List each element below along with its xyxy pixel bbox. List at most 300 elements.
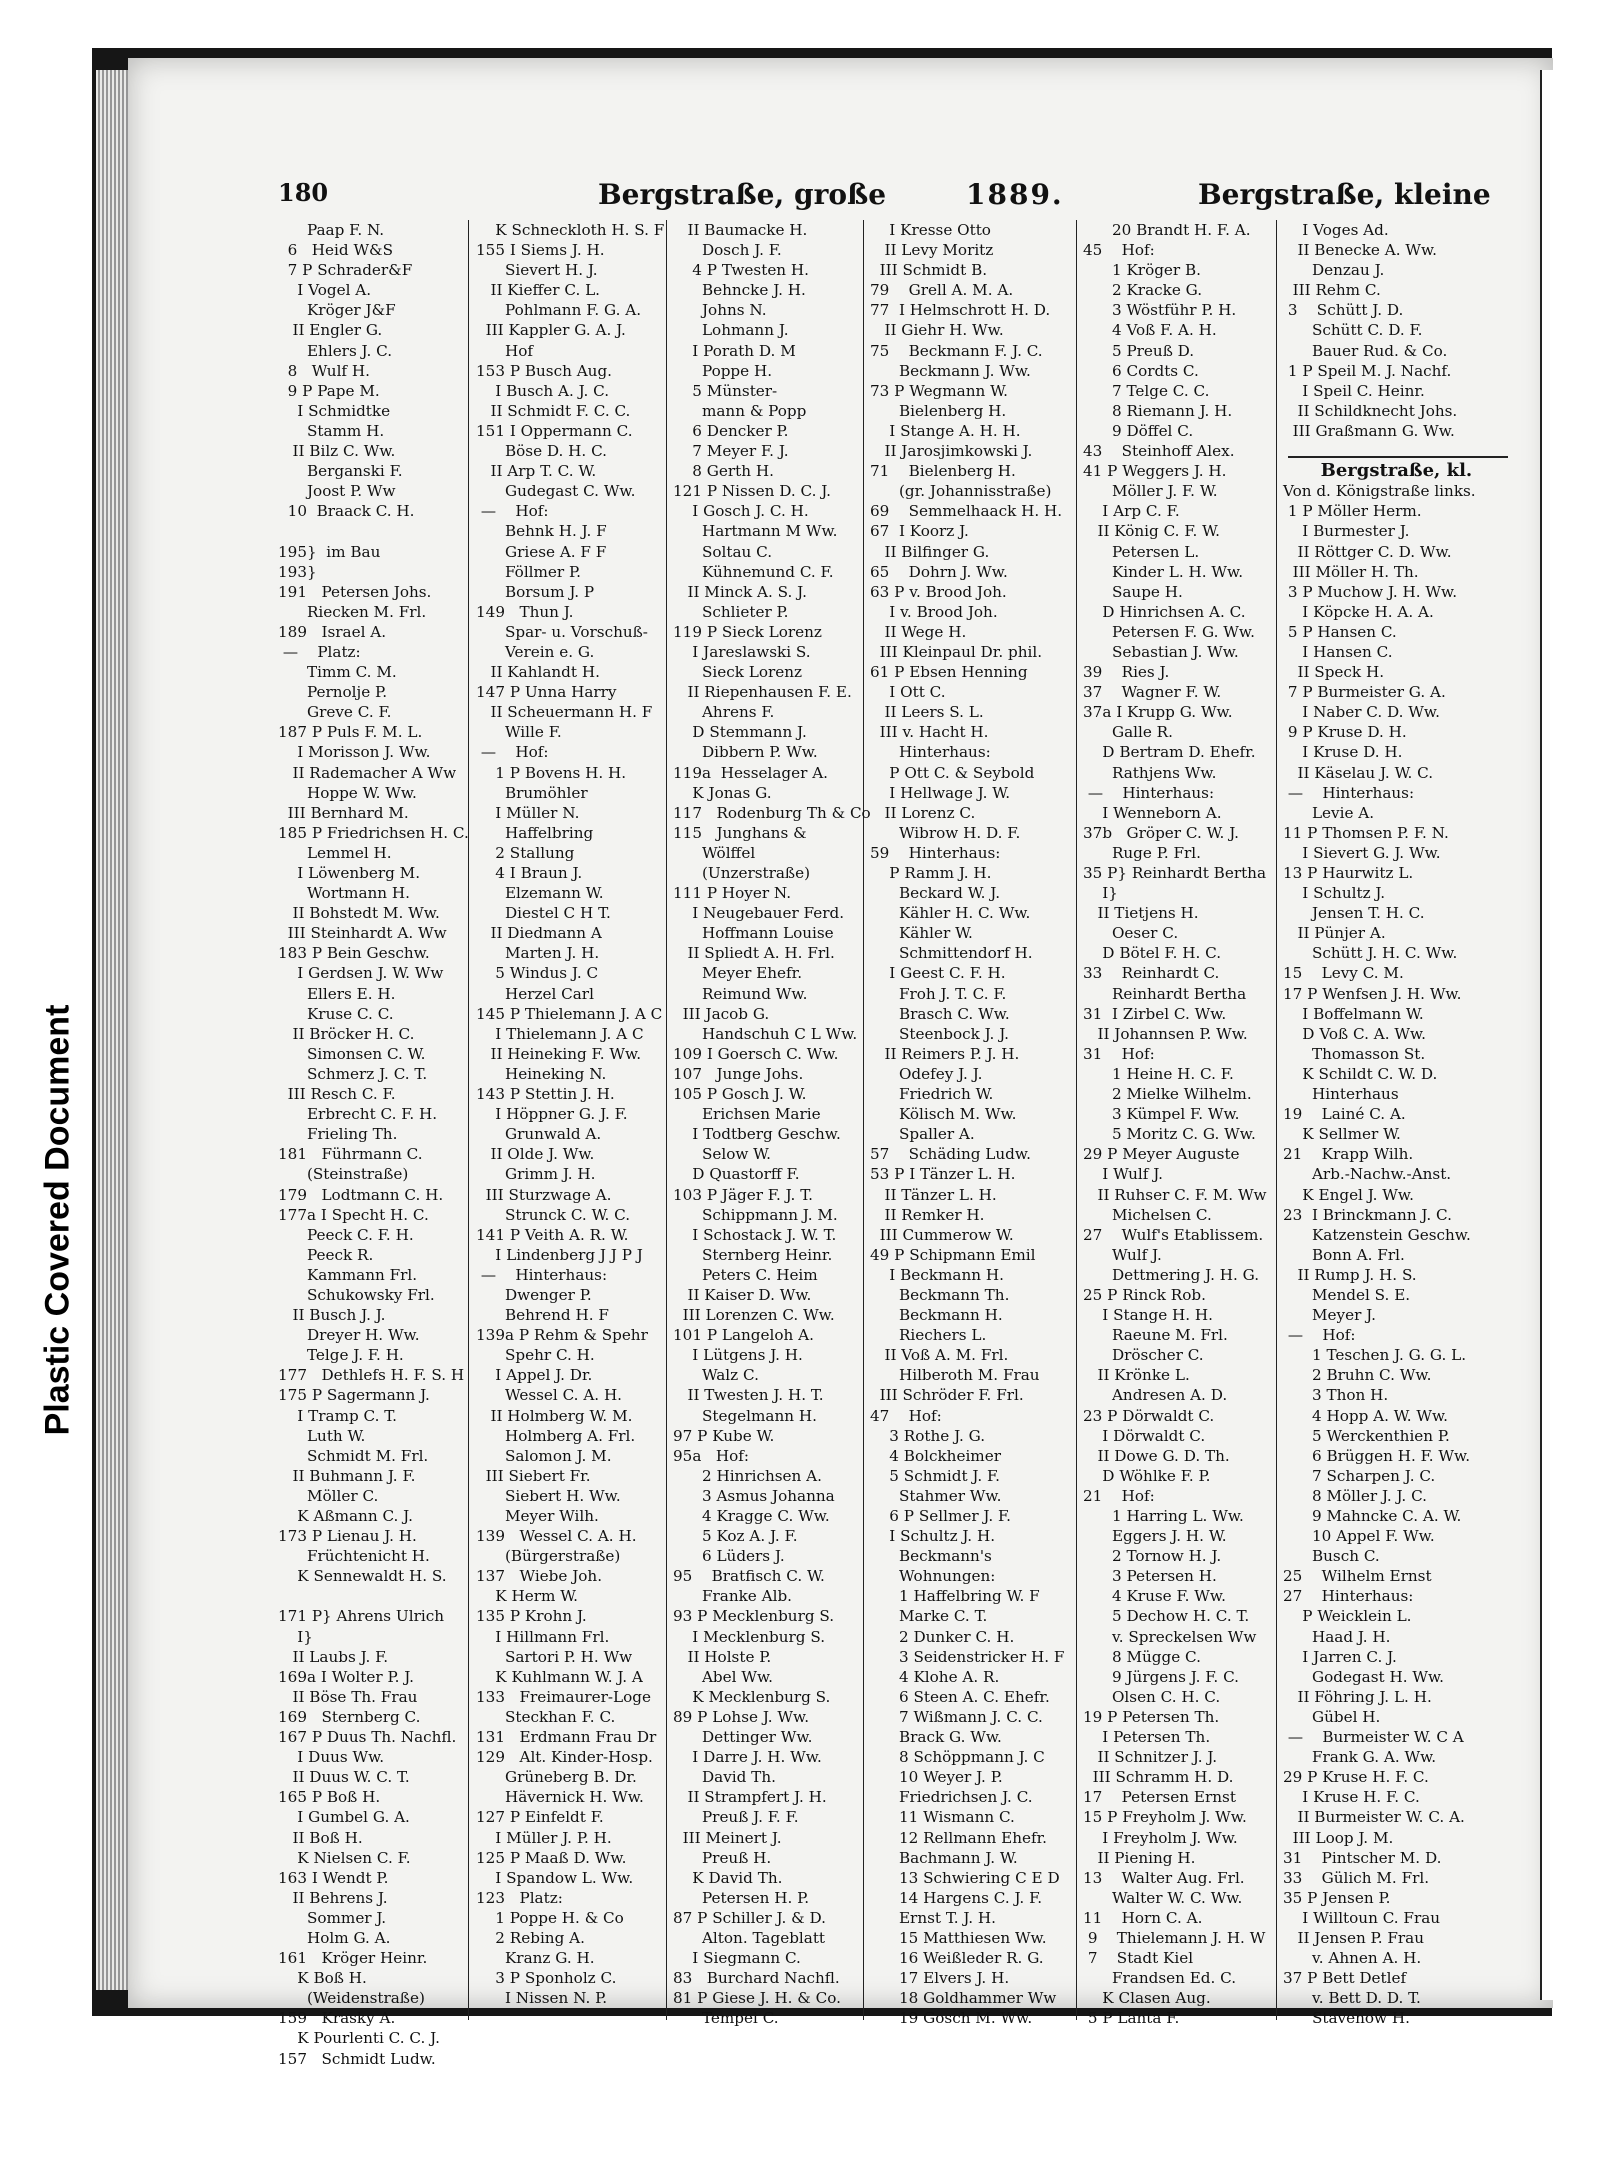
listing-entry: II Johannsen P. Ww. [1083,1024,1248,1043]
listing-entry: 149 Thun J. [476,602,574,621]
listing-entry: I} [278,1627,313,1646]
listing-entry: 23 P Dörwaldt C. [1083,1406,1215,1425]
listing-entry: II Burmeister W. C. A. [1283,1808,1465,1827]
listing-entry: 33 Gülich M. Frl. [1283,1868,1430,1887]
street-title-left: Bergstraße, große [598,178,887,211]
listing-entry: Galle R. [1083,723,1173,742]
listing-entry: I Geest C. F. H. [870,964,1006,983]
listing-entry: 21 Krapp Wilh. [1283,1145,1414,1164]
listing-entry: v. Spreckelsen Ww [1083,1627,1257,1646]
listing-entry: III Graßmann G. Ww. [1283,421,1455,440]
listing-entry: II Kahlandt H. [476,663,600,682]
listing-entry: (Weidenstraße) [278,1989,425,2008]
listing-entry: Salomon J. M. [476,1446,612,1465]
listing-entry: I Lütgens J. H. [673,1346,803,1365]
listing-entry: II Riepenhausen F. E. [673,683,852,702]
listing-entry: K Sellmer W. [1283,1125,1401,1144]
listing-entry: K David Th. [673,1868,783,1887]
listing-entry: 133 Freimaurer-Loge [476,1687,651,1706]
listing-entry: Pohlmann F. G. A. [476,301,642,320]
listing-entry: III Steinhardt A. Ww [278,924,447,943]
listing-entry: 5 Münster- [673,381,778,400]
listing-entry: II Böse Th. Frau [278,1687,418,1706]
listing-entry: K Kuhlmann W. J. A [476,1667,643,1686]
listing-entry: 177a I Specht H. C. [278,1205,429,1224]
listing-entry: III Jacob G. [673,1004,770,1023]
listing-entry: Rathjens Ww. [1083,763,1217,782]
listing-entry: II Scheuermann H. F [476,703,653,722]
listing-entry: 165 P Boß H. [278,1788,381,1807]
listing-entry: II Leers S. L. [870,703,984,722]
listing-entry: 127 P Einfeldt F. [476,1808,604,1827]
listing-entry: 61 P Ebsen Henning [870,663,1028,682]
listing-entry: Beckmann J. Ww. [870,361,1031,380]
listing-entry: 11 P Thomsen P. F. N. [1283,823,1449,842]
listing-entry: 7 Meyer F. J. [673,442,789,461]
listing-entry: Gübel H. [1283,1707,1381,1726]
listing-entry: II Benecke A. Ww. [1283,241,1438,260]
listing-entry: II Rademacher A Ww [278,763,457,782]
listing-entry: (Steinstraße) [278,1165,409,1184]
listing-entry: III Möller H. Th. [1283,562,1419,581]
listing-entry: 4 Kragge C. Ww. [673,1507,830,1525]
listing-entry: 31 Hof: [1083,1044,1155,1063]
listing-entry: Borsum J. P [476,582,595,601]
listing-entry: Simonsen C. W. [278,1044,426,1063]
listing-entry: I Gumbel G. A. [278,1808,410,1827]
listing-entry: Thomasson St. [1283,1044,1426,1063]
listing-entry: 3 Kümpel F. Ww. [1083,1105,1240,1124]
listing-entry: 5 Windus J. C [476,964,599,983]
listing-entry: Möller J. F. W. [1083,482,1218,501]
listing-entry: 101 P Langeloh A. [673,1326,814,1345]
listing-entry: 193} [278,562,317,581]
listing-entry: Haad J. H. [1283,1627,1391,1646]
listing-entry: Sartori P. H. Ww [476,1647,633,1666]
listing-entry: II Kaiser D. Ww. [673,1285,812,1304]
listing-entry: 2 Tornow H. J. [1083,1547,1222,1566]
listing-entry: 39 Ries J. [1083,663,1170,682]
listing-entry: I Beckmann H. [870,1265,1004,1284]
listing-entry: I Morisson J. Ww. [278,743,431,762]
listing-column-4 [870,220,1075,2028]
listing-entry: I Wulf J. [1083,1165,1163,1184]
listing-entry: Handschuh C L Ww. [673,1024,858,1043]
listing-entry: D Quastorff F. [673,1165,800,1184]
listing-entry: Wessel C. A. H. [476,1386,623,1405]
listing-entry: Kinder L. H. Ww. [1083,562,1244,581]
listing-entry: I} [1083,884,1118,903]
listing-entry: II Speck H. [1283,663,1385,682]
listing-entry: 11 Wismann C. [870,1808,1015,1827]
listing-entry: Brasch C. Ww. [870,1004,1010,1023]
listing-entry: (Unzerstraße) [673,864,810,882]
listing-entry: 171 P} Ahrens Ulrich [278,1607,444,1626]
listing-entry: 111 P Hoyer N. [673,884,792,903]
listing-entry: 4 Bolckheimer [870,1446,1001,1465]
listing-entry: I Müller N. [476,803,580,822]
listing-entry [278,1586,468,1606]
listing-entry: I Lindenberg J J P J [476,1245,643,1264]
listing-entry: 195} im Bau [278,542,381,561]
listing-entry: Preuß J. F. F. [673,1808,799,1827]
listing-entry: 109 I Goersch C. Ww. [673,1044,839,1063]
listing-entry: Wille F. [476,723,562,742]
listing-entry: I Köpcke H. A. A. [1283,602,1434,621]
listing-entry: 3 Seidenstricker H. F [870,1647,1065,1666]
listing-entry: II Olde J. Ww. [476,1145,595,1164]
listing-entry: 4 P Twesten H. [673,261,809,280]
listing-entry: Beckmann's [870,1547,992,1566]
listing-entry: Arb.-Nachw.-Anst. [1283,1165,1452,1184]
side-label [28,940,88,1500]
listing-entry: 23 I Brinckmann J. C. [1283,1205,1452,1224]
listing-entry: Sievert H. J. [476,261,598,280]
listing-entry: 177 Dethlefs H. F. S. H [278,1366,465,1385]
listing-entry: Stegelmann H. [673,1406,817,1425]
listing-entry: Dettinger Ww. [673,1728,813,1747]
listing-entry: 29 P Kruse H. F. C. [1283,1768,1429,1787]
listing-entry: 7 Telge C. C. [1083,381,1210,400]
listing-entry: 5 P Lanta F. [1083,2009,1180,2028]
listing-entry: I Todtberg Geschw. [673,1125,841,1144]
listing-entry: I Hansen C. [1283,642,1393,661]
listing-entry: Hoffmann Louise [673,924,834,943]
listing-entry: Franke Alb. [673,1587,792,1606]
listing-entry: Hävernick H. Ww. [476,1788,644,1807]
listing-entry: I Schostack J. W. T. [673,1225,837,1244]
listing-entry: 157 Schmidt Ludw. [278,2049,436,2068]
listing-entry: II Schildknecht Johs. [1283,401,1458,420]
listing-entry: I Arp C. F. [1083,502,1180,521]
listing-entry: 115 Junghans & [673,823,807,842]
listing-entry: 87 P Schiller J. & D. [673,1908,826,1927]
listing-entry: I Darre J. H. Ww. [673,1748,822,1767]
listing-entry: 181 Führmann C. [278,1145,423,1164]
listing-entry: I Willtoun C. Frau [1283,1908,1441,1927]
listing-entry: Kähler H. C. Ww. [870,904,1031,923]
listing-entry: 93 P Mecklenburg S. [673,1607,835,1626]
listing-entry: K Nielsen C. F. [278,1848,411,1867]
listing-entry: I Mecklenburg S. [673,1627,826,1646]
listing-entry: 75 Beckmann F. J. C. [870,341,1043,360]
listing-entry: 8 Gerth H. [673,462,774,481]
listing-entry: Dibbern P. Ww. [673,743,818,762]
listing-entry: 41 P Weggers J. H. [1083,462,1227,481]
listing-entry: I Duus Ww. [278,1748,385,1767]
listing-entry: Beckard W. J. [870,884,1001,903]
listing-entry: Dröscher C. [1083,1346,1204,1365]
listing-entry: II Tänzer L. H. [870,1185,997,1204]
listing-entry: Petersen H. P. [673,1888,810,1907]
listing-entry: 10 Weyer J. P. [870,1768,1003,1787]
listing-entry: 1 Heine H. C. F. [1083,1064,1234,1083]
listing-entry: I Speil C. Heinr. [1283,381,1425,400]
listing-entry: Alton. Tageblatt [673,1928,826,1947]
listing-entry: Michelsen C. [1083,1205,1212,1224]
listing-entry: Pernolje P. [278,683,388,702]
listing-entry: — Hof: [476,502,549,521]
listing-entry: 83 Burchard Nachfl. [673,1969,840,1988]
listing-entry: Kölisch M. Ww. [870,1105,1017,1124]
listing-entry: D Hinrichsen A. C. [1083,602,1246,621]
listing-entry: Meyer Ehefr. [673,964,803,983]
listing-entry: 27 Hinterhaus: [1283,1587,1414,1606]
listing-entry: II Föhring J. L. H. [1283,1687,1432,1706]
listing-entry: II Jarosjimkowski J. [870,442,1033,461]
listing-entry: Wibrow H. D. F. [870,823,1021,842]
listing-entry: K Aßmann C. J. [278,1507,413,1525]
listing-entry: Spar- u. Vorschuß- [476,622,648,641]
listing-entry: 189 Israel A. [278,622,387,641]
listing-entry: 13 Walter Aug. Frl. [1083,1868,1245,1887]
directory-page [128,58,1553,2068]
listing-entry: Friedrich W. [870,1085,994,1104]
page-number: 180 [278,178,329,207]
listing-entry: III Bernhard M. [278,803,409,822]
listing-entry: D Wöhlke F. P. [1083,1466,1211,1485]
listing-entry: K Jonas G. [673,783,772,802]
listing-entry: 8 Mügge C. [1083,1647,1201,1666]
listing-entry: 169a I Wolter P. J. [278,1667,414,1686]
listing-entry [1283,441,1498,461]
listing-entry: K Pourlenti C. C. J. [278,2029,440,2048]
listing-entry: 15 P Freyholm J. Ww. [1083,1808,1247,1827]
listing-entry: Tempel C. [673,2009,779,2028]
listing-entry: 2 Rebing A. [476,1928,585,1947]
listing-entry: 147 P Unna Harry [476,683,617,702]
listing-entry: 4 Voß F. A. H. [1083,321,1217,340]
listing-entry: I Porath D. M [673,341,796,360]
listing-entry: Steenbock J. J. [870,1024,1009,1043]
listing-entry: 63 P v. Brood Joh. [870,582,1007,601]
listing-entry: 6 Lüders J. [673,1547,785,1566]
listing-entry: Hoppe W. Ww. [278,783,417,802]
listing-entry: 73 P Wegmann W. [870,381,1008,400]
listing-entry: 69 Semmelhaack H. H. [870,502,1063,521]
listing-entry: 4 I Braun J. [476,864,583,882]
listing-entry: I Schultz J. [1283,884,1386,903]
listing-entry: Frank G. A. Ww. [1283,1748,1437,1767]
listing-entry: Busch C. [1283,1547,1380,1566]
listing-entry: Kröger J&F [278,301,396,320]
listing-entry: I Kruse D. H. [1283,743,1403,762]
listing-entry: I Wenneborn A. [1083,803,1222,822]
listing-entry: 25 Wilhelm Ernst [1283,1567,1432,1586]
listing-entry: Schippmann J. M. [673,1205,838,1224]
listing-entry: Früchtenicht H. [278,1547,430,1566]
listing-entry: 79 Grell A. M. A. [870,281,1014,300]
listing-entry: II Spliedt A. H. Frl. [673,944,835,963]
listing-entry: Schütt J. H. C. Ww. [1283,944,1458,963]
listing-entry: 15 Levy C. M. [1283,964,1404,983]
listing-entry: I Spandow L. Ww. [476,1868,634,1887]
listing-entry: I Stange H. H. [1083,1306,1213,1325]
listing-entry: 35 P} Reinhardt Bertha [1083,864,1267,882]
listing-entry: 141 P Veith A. R. W. [476,1225,629,1244]
listing-entry: 2 Stallung [476,843,575,862]
listing-entry: II Voß A. M. Frl. [870,1346,1009,1365]
listing-entry: 81 P Giese J. H. & Co. [673,1989,841,2008]
listing-entry: Strunck C. W. C. [476,1205,631,1224]
listing-entry: 7 P Burmeister G. A. [1283,683,1446,702]
listing-entry: Haffelbring [476,823,594,842]
listing-entry: Poppe H. [673,361,773,380]
listing-entry: K Engel J. Ww. [1283,1185,1414,1204]
listing-entry: David Th. [673,1768,776,1787]
listing-entry: Ernst T. J. H. [870,1908,997,1927]
listing-entry: 169 Sternberg C. [278,1707,421,1726]
listing-entry: Ruge P. Frl. [1083,843,1201,862]
listing-entry: 9 Thielemann J. H. W [1083,1928,1266,1947]
listing-entry: 119a Hesselager A. [673,763,829,782]
listing-entry: III Lorenzen C. Ww. [673,1306,835,1325]
listing-entry: II Heineking F. Ww. [476,1044,642,1063]
listing-entry: Ahrens F. [673,703,775,722]
listing-entry: 9 Döffel C. [1083,421,1194,440]
listing-entry: Stavenow H. [1283,2009,1410,2028]
listing-entry: Behrend H. F [476,1306,609,1325]
listing-entry: Katzenstein Geschw. [1283,1225,1471,1244]
listing-entry: I Jareslawski S. [673,642,811,661]
listing-entry: II Engler G. [278,321,383,340]
listing-entry: 3 P Sponholz C. [476,1969,617,1988]
listing-entry: 71 Bielenberg H. [870,462,1016,481]
listing-entry: 57 Schäding Ludw. [870,1145,1031,1164]
listing-entry: III Cummerow W. [870,1225,1014,1244]
listing-entry: II Käselau J. W. C. [1283,763,1434,782]
listing-entry: 1 P Speil M. J. Nachf. [1283,361,1452,380]
listing-entry: Dosch J. F. [673,241,782,260]
listing-entry: 2 Mielke Wilhelm. [1083,1085,1252,1104]
listing-entry: 3 Rothe J. G. [870,1426,986,1445]
listing-entry: Sieck Lorenz [673,663,803,682]
listing-entry: 12 Rellmann Ehefr. [870,1828,1047,1847]
listing-entry: I Freyholm J. Ww. [1083,1828,1238,1847]
listing-entry: 95a Hof: [673,1446,749,1465]
listing-entry: Peeck C. F. H. [278,1225,414,1244]
listing-entry: Bauer Rud. & Co. [1283,341,1448,360]
listing-entry: I Schmidtke [278,401,391,420]
listing-entry: — Hinterhaus: [1283,783,1415,802]
listing-entry: 7 Wißmann J. C. C. [870,1707,1043,1726]
listing-entry: K Schneckloth H. S. F [476,221,665,239]
listing-entry: Soltau C. [673,542,773,561]
listing-entry: II Diedmann A [476,924,602,943]
listing-entry: 6 Dencker P. [673,421,789,440]
column-divider [863,220,864,2020]
listing-entry: II Pünjer A. [1283,924,1386,943]
listing-entry: I Sievert G. J. Ww. [1283,843,1441,862]
listing-entry: 97 P Kube W. [673,1426,775,1445]
listing-entry: Petersen F. G. Ww. [1083,622,1255,641]
listing-entry: 5 Dechow H. C. T. [1083,1607,1250,1626]
listing-entry: 131 Erdmann Frau Dr [476,1728,657,1747]
listing-entry: II Giehr H. Ww. [870,321,1004,340]
listing-entry: 20 Brandt H. F. A. [1083,221,1251,239]
listing-entry: Reinhardt Bertha [1083,984,1247,1003]
listing-entry: Jensen T. H. C. [1283,904,1425,923]
listing-entry: I Siegmann C. [673,1949,801,1968]
listing-entry: 1 Teschen J. G. G. L. [1283,1346,1467,1365]
listing-entry: 1 Kröger B. [1083,261,1201,280]
listing-entry: II Duus W. C. T. [278,1768,410,1787]
listing-entry: 5 Moritz C. G. Ww. [1083,1125,1256,1144]
listing-entry: I Jarren C. J. [1283,1647,1397,1666]
listing-entry: II Buhmann J. F. [278,1466,416,1485]
listing-entry: 4 Kruse F. Ww. [1083,1587,1226,1606]
listing-entry: II Bilfinger G. [870,542,990,561]
listing-entry: Olsen C. H. C. [1083,1687,1221,1706]
year-title: 1889. [966,178,1064,211]
listing-entry: I Stange A. H. H. [870,421,1021,440]
listing-column-6 [1283,220,1498,2028]
listing-entry: 6 Steen A. C. Ehefr. [870,1687,1050,1706]
listing-entry: Marke C. T. [870,1607,988,1626]
listing-entry: Föllmer P. [476,562,581,581]
listing-entry: Stamm H. [278,421,385,440]
listing-entry: Spehr C. H. [476,1346,595,1365]
listing-entry: 9 Mahncke C. A. W. [1283,1507,1462,1525]
listing-entry: Timm C. M. [278,663,397,682]
listing-entry: I Nissen N. P. [476,1989,608,2008]
listing-entry: K Mecklenburg S. [673,1687,831,1706]
listing-entry: Friedrichsen J. C. [870,1788,1033,1807]
listing-entry: II Holmberg W. M. [476,1406,633,1425]
listing-entry: 47 Hof: [870,1406,942,1425]
listing-entry: II Tietjens H. [1083,904,1199,923]
listing-entry: 49 P Schipmann Emil [870,1245,1036,1264]
listing-entry: Herzel Carl [476,984,594,1003]
listing-entry: 19 Lainé C. A. [1283,1105,1406,1124]
listing-entry: II Rump J. H. S. [1283,1265,1417,1284]
listing-entry: 25 P Rinck Rob. [1083,1285,1206,1304]
listing-entry: 45 Hof: [1083,241,1155,260]
listing-entry: Preuß H. [673,1848,772,1867]
listing-entry: 151 I Oppermann C. [476,421,633,440]
listing-entry: 1 Haffelbring W. F [870,1587,1040,1606]
listing-entry: D Bötel F. H. C. [1083,944,1222,963]
listing-entry: 137 Wiebe Joh. [476,1567,603,1586]
listing-entry: Reimund Ww. [673,984,808,1003]
listing-entry: P Weicklein L. [1283,1607,1412,1626]
listing-entry: Peeck R. [278,1245,374,1264]
listing-entry: Hof [476,341,533,360]
listing-entry: Grüneberg B. Dr. [476,1768,637,1787]
listing-entry: III Kleinpaul Dr. phil. [870,642,1043,661]
listing-entry: Elzemann W. [476,884,604,903]
listing-entry: 9 P Pape M. [278,381,380,400]
listing-entry: 6 Cordts C. [1083,361,1199,380]
listing-entry: II Dowe G. D. Th. [1083,1446,1230,1465]
listing-entry: 139a P Rehm & Spehr [476,1326,648,1345]
listing-entry: I Dörwaldt C. [1083,1426,1206,1445]
listing-entry: 167 P Duus Th. Nachfl. [278,1728,457,1747]
listing-entry: 65 Dohrn J. Ww. [870,562,1008,581]
listing-entry: Erbrecht C. F. H. [278,1105,438,1124]
listing-entry: Paap F. N. [278,221,385,239]
listing-entry: Steckhan F. C. [476,1707,616,1726]
listing-entry: 33 Reinhardt C. [1083,964,1220,983]
listing-entry: Kranz G. H. [476,1949,595,1968]
listing-entry: 7 Scharpen J. C. [1283,1466,1436,1485]
listing-entry: Siebert H. Ww. [476,1486,621,1505]
column-divider [1276,220,1277,2020]
listing-entry: 1 P Möller Herm. [1283,502,1422,521]
listing-entry: — Hof: [1283,1326,1356,1345]
listing-entry: 31 Pintscher M. D. [1283,1848,1442,1867]
listing-entry: II Reimers P. J. H. [870,1044,1020,1063]
